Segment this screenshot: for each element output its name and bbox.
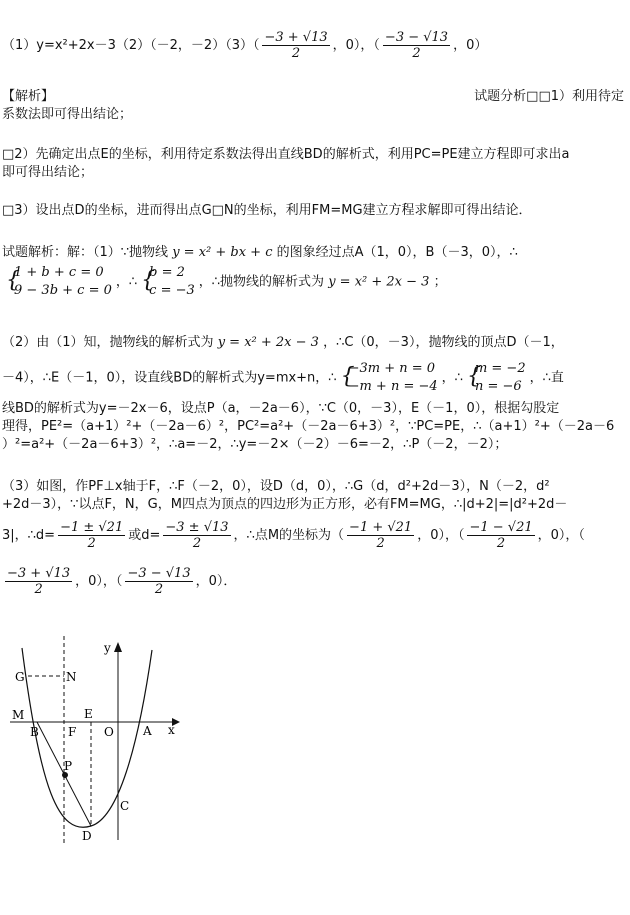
fraction-d2: $\frac{-3 \pm √13}{2}$ <box>165 520 229 551</box>
label-g: G <box>15 670 25 684</box>
answer-fraction-2: $\frac{-3 - √13}{2}$ <box>384 30 449 61</box>
fraction-m3: $\frac{-3 + √13}{2}$ <box>7 566 71 597</box>
label-n: N <box>66 670 77 684</box>
label-a: A <box>143 724 152 738</box>
label-x: x <box>168 723 175 737</box>
label-m: M <box>12 708 25 722</box>
analysis-intro: 试题分析□□1）利用待定 <box>474 89 624 104</box>
label-p: P <box>64 759 73 773</box>
analysis-line-3: 即可得出结论； <box>2 165 94 180</box>
label-e: E <box>84 707 93 721</box>
solution-part3-line2: +2d－3），∵以点F，N，G，M四点为顶点的四边形为正方形，必有FM=MG，∴|d+2|=|d²+2d－ <box>2 497 568 512</box>
analysis-header: 【解析】 <box>2 89 55 104</box>
fraction-m2: $\frac{-1 - √21}{2}$ <box>469 520 533 551</box>
fraction-m4: $\frac{-3 - √13}{2}$ <box>127 566 191 597</box>
label-d: D <box>82 829 92 843</box>
analysis-line-4: □3）设出点D的坐标，进而得出点G□N的坐标，利用FM=MG建立方程求解即可得出结论． <box>2 203 532 218</box>
label-o: O <box>104 725 114 739</box>
parabola-figure <box>0 628 190 850</box>
solution-part1-line1: 试题解析：解：（1）∵抛物线 y = x² + bx + c 的图象经过点A（1，0），B（－3，0），∴ <box>2 245 518 260</box>
answer-fraction-1: $\frac{-3 + √13}{2}$ <box>264 30 328 61</box>
solution-part3-line1: （3）如图，作PF⊥x轴于F，∴F（－2，0），设D（d，0），∴G（d，d²+2d－3），N（－2，d² <box>2 479 550 494</box>
label-f: F <box>68 725 77 739</box>
equation-system-4: { m = −2 n = −6 <box>466 361 526 394</box>
label-b: B <box>30 725 39 739</box>
solution-part1-line2: { 1 + b + c = 0 9 − 3b + c = 0 ，∴ { b = 2 c = −3 ，∴抛物线的解析式为 y = x² + 2x − 3 ； <box>6 265 447 298</box>
solution-part2-line4: 理得，PE²=（a+1）²+（－2a－6）²，PC²=a²+（－2a－6+3）²，∵PC=PE，∴（a+1）²+（－2a－6 <box>2 419 615 434</box>
equation-system-2: { b = 2 c = −3 <box>141 265 195 298</box>
analysis-line-2: □2）先确定出点E的坐标，利用待定系数法得出直线BD的解析式，利用PC=PE建立方程即可求出a <box>2 147 570 162</box>
equation-system-3: { −3m + n = 0 −m + n = −4 <box>340 361 438 394</box>
answer-line: （1）y=x²+2x－3（2）（－2，－2）（3）（ $\frac{-3 + √13}{2}$ ，0），（ $\frac{-3 - √13}{2}$ ，0） <box>2 30 488 61</box>
analysis-line-1: 系数法即可得出结论； <box>2 107 133 122</box>
solution-part2-line2: －4），∴E（－1，0），设直线BD的解析式为y=mx+n，∴ { −3m + n = 0 −m + n = −4 ，∴ { m = −2 n = −6 ，∴直 <box>2 361 564 394</box>
label-y: y <box>104 641 111 655</box>
solution-part3-line4: $\frac{-3 + √13}{2}$ ，0），（ $\frac{-3 - √13}{2}$ ，0）． <box>7 566 237 597</box>
label-c: C <box>120 799 130 813</box>
equation-system-1: { 1 + b + c = 0 9 − 3b + c = 0 <box>6 265 112 298</box>
fraction-m1: $\frac{-1 + √21}{2}$ <box>349 520 413 551</box>
solution-part3-line3: 3|，∴d= $\frac{-1 \pm √21}{2}$ 或d= $\frac{-3 \pm √13}{2}$ ，∴点M的坐标为（ $\frac{-1 + √21}{2}$ ，0），（ $\frac{-1 - √21}{2}$ ，0），（ <box>2 520 585 551</box>
parabola-curve <box>22 648 152 827</box>
solution-part2-line1: （2）由（1）知，抛物线的解析式为 y = x² + 2x − 3 ，∴C（0，－3），抛物线的顶点D（－1， <box>2 335 564 350</box>
solution-part2-line5: ）²=a²+（－2a－6+3）²，∴a=－2，∴y=－2×（－2）－6=－2，∴P（－2，－2）； <box>2 437 508 452</box>
y-axis-arrow <box>114 642 122 652</box>
fraction-d1: $\frac{-1 \pm √21}{2}$ <box>60 520 124 551</box>
solution-part2-line3: 线BD的解析式为y=－2x－6，设点P（a，－2a－6），∵C（0，－3），E（－1，0），根据勾股定 <box>2 401 560 416</box>
